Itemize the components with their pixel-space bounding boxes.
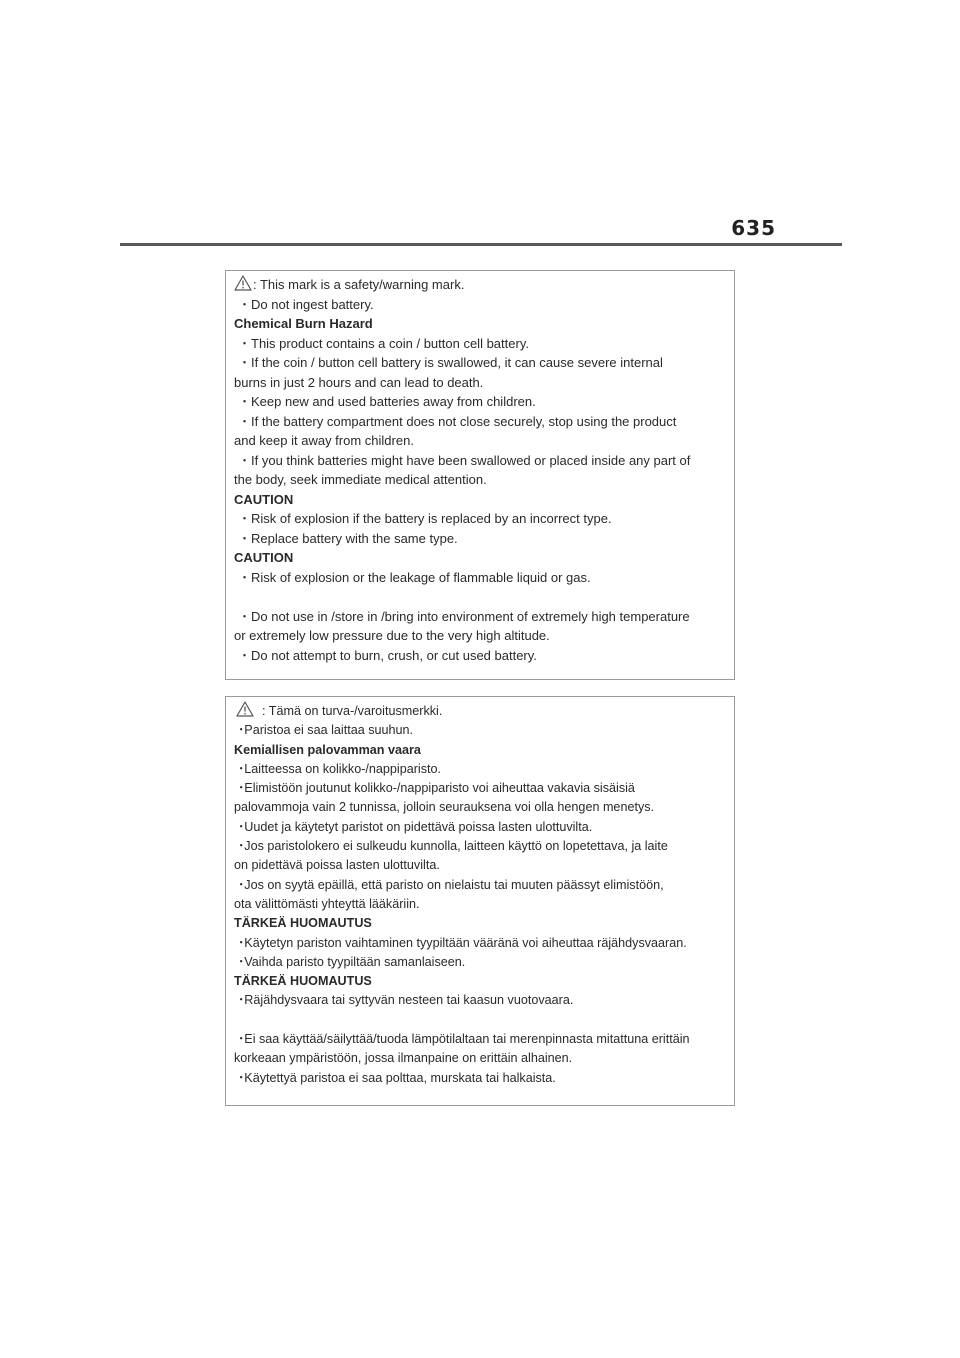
text-line: ・Risk of explosion if the battery is replaced by an incorrect type. (238, 511, 612, 526)
page-number: 635 (731, 216, 776, 240)
text-line: ota välittömästi yhteyttä lääkäriin. (234, 896, 420, 911)
text-line: palovammoja vain 2 tunnissa, jolloin seurauksena voi olla hengen menetys. (234, 800, 655, 815)
text-line: ・Do not attempt to burn, crush, or cut used battery. (238, 647, 537, 663)
warning-mark-text: : This mark is a safety/warning mark. (253, 277, 465, 292)
text-line: the body, seek immediate medical attention. (234, 472, 487, 487)
warning-triangle-icon (236, 701, 254, 717)
text-line: korkeaan ympäristöön, jossa ilmanpaine on erittäin alhainen. (234, 1051, 573, 1066)
section-heading: CAUTION (234, 550, 294, 565)
warning-mark-text: : Tämä on turva-/varoitusmerkki. (262, 704, 443, 718)
text-line: ･Elimistöön joutunut kolikko-/nappiparisto voi aiheuttaa vakavia sisäisiä (238, 781, 635, 796)
text-line: and keep it away from children. (234, 433, 414, 448)
text-line: ･Laitteessa on kolikko-/nappiparisto. (238, 761, 442, 776)
section-heading: CAUTION (234, 491, 294, 507)
finnish-warning-text (234, 721, 734, 1088)
finnish-warning-box (225, 696, 735, 1106)
text-line: ･Jos on syytä epäillä, että paristo on nielaistu tai muuten päässyt elimistöön, (238, 877, 664, 892)
warning-mark-line (234, 275, 734, 295)
text-line: or extremely low pressure due to the very high altitude. (234, 628, 550, 643)
text-line: ･Räjähdysvaara tai syttyvän nesteen tai kaasun vuotovaara. (238, 993, 574, 1008)
section-heading: Kemiallisen palovamman vaara (234, 742, 421, 757)
section-heading: TÄRKEÄ HUOMAUTUS (234, 974, 372, 989)
text-line: ・If you think batteries might have been swallowed or placed inside any part of (238, 452, 691, 468)
text-line: ・If the battery compartment does not close securely, stop using the product (238, 413, 677, 429)
text-line: ･Käytetyn pariston vaihtaminen tyypiltään vääränä voi aiheuttaa räjähdysvaaran. (238, 935, 687, 950)
text-line: ・If the coin / button cell battery is swallowed, it can cause severe internal (238, 355, 663, 370)
warning-mark-line (234, 701, 734, 721)
text-line: ･Uudet ja käytetyt paristot on pidettävä poissa lasten ulottuvilta. (238, 819, 593, 834)
blank-line (234, 587, 734, 607)
section-heading: Chemical Burn Hazard (234, 316, 373, 331)
text-line: ･Paristoa ei saa laittaa suuhun. (238, 723, 414, 738)
section-heading: TÄRKEÄ HUOMAUTUS (234, 916, 372, 931)
text-line: ・Keep new and used batteries away from children. (238, 394, 536, 409)
text-line: on pidettävä poissa lasten ulottuvilta. (234, 858, 440, 873)
text-line: ・Do not ingest battery. (238, 296, 374, 312)
text-line: ・This product contains a coin / button cell battery. (238, 335, 529, 351)
text-line: ･Vaihda paristo tyypiltään samanlaiseen. (238, 954, 466, 969)
text-line: ･Jos paristolokero ei sulkeudu kunnolla, laitteen käyttö on lopetettava, ja laite (238, 839, 668, 854)
blank-line (234, 1011, 734, 1030)
text-line: ・Do not use in /store in /bring into environment of extremely high temperature (238, 608, 690, 624)
warning-triangle-icon (234, 275, 252, 291)
header-rule (120, 243, 842, 246)
text-line: ・Risk of explosion or the leakage of flammable liquid or gas. (238, 569, 591, 585)
text-line: ･Käytettyä paristoa ei saa polttaa, murskata tai halkaista. (238, 1070, 556, 1085)
text-line: ・Replace battery with the same type. (238, 530, 458, 546)
text-line: ･Ei saa käyttää/säilyttää/tuoda lämpötilaltaan tai merenpinnasta mitattuna erittäin (238, 1032, 690, 1047)
english-warning-text (234, 295, 734, 666)
english-warning-box (225, 270, 735, 680)
text-line: burns in just 2 hours and can lead to death. (234, 374, 484, 390)
